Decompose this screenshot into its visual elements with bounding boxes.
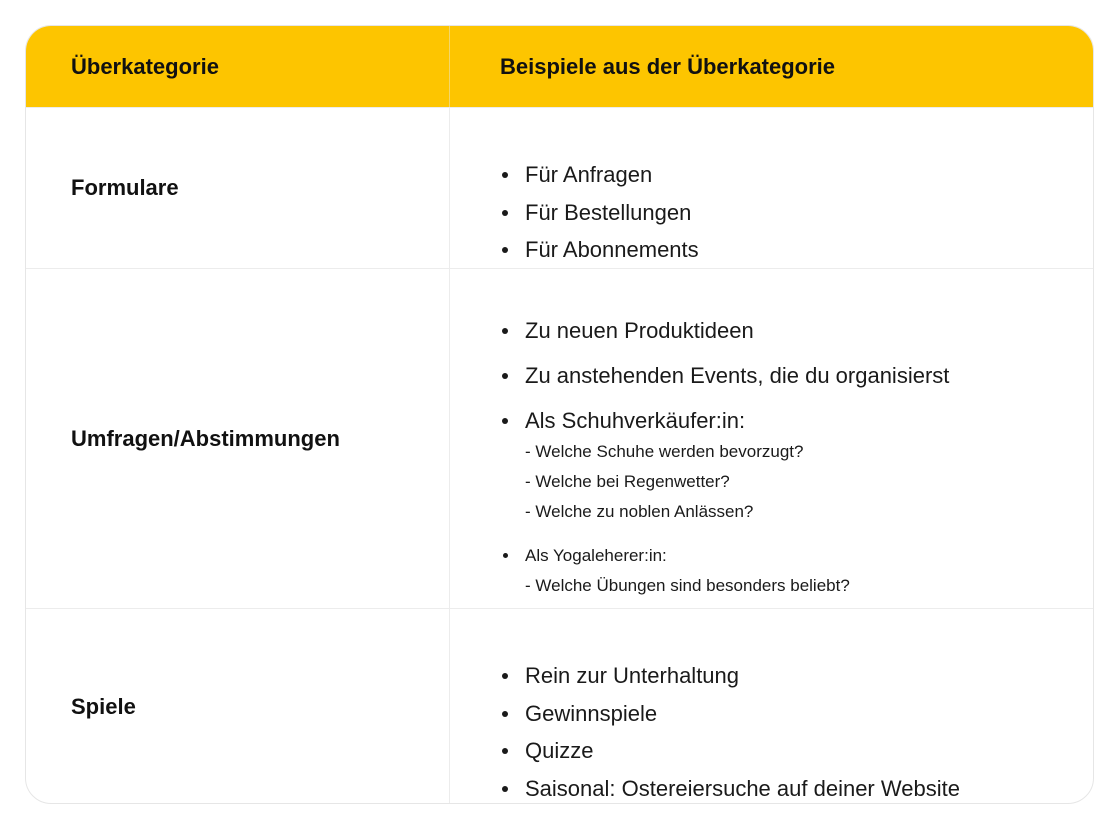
example-group <box>500 405 1073 527</box>
table-row <box>26 107 1093 268</box>
list-item: Als Yogaleherer:in: <box>500 541 1073 571</box>
category-cell: Formulare <box>71 175 179 200</box>
examples-cell <box>500 657 1073 804</box>
list-item: Gewinnspiele <box>500 695 1073 733</box>
sub-list <box>500 571 1073 601</box>
list-item: Für Abonnements <box>500 231 1073 269</box>
list-item: Zu anstehenden Events, die du organisierst <box>500 360 1073 392</box>
table-row <box>26 608 1093 804</box>
sub-list-item: - Welche Übungen sind besonders beliebt? <box>525 576 850 595</box>
list-item: Für Bestellungen <box>500 194 1073 232</box>
sub-list-item: - Welche Schuhe werden bevorzugt? <box>525 442 804 461</box>
list-item: Zu neuen Produktideen <box>500 315 1073 347</box>
sub-list-item: - Welche bei Regenwetter? <box>525 472 730 491</box>
table-header-row <box>26 26 1093 107</box>
sub-list-item: - Welche zu noblen Anlässen? <box>525 502 754 521</box>
column-divider <box>449 609 450 804</box>
header-category: Überkategorie <box>71 53 219 79</box>
column-divider <box>449 108 450 268</box>
category-table <box>25 25 1094 804</box>
list-item: Saisonal: Ostereiersuche auf deiner Website <box>500 770 1073 805</box>
sub-list <box>500 437 1073 527</box>
column-divider <box>449 26 450 107</box>
list-item: Quizze <box>500 732 1073 770</box>
list-item: Für Anfragen <box>500 156 1073 194</box>
category-cell: Spiele <box>71 694 136 719</box>
list-item: Als Schuhverkäufer:in: <box>500 405 1073 437</box>
examples-cell <box>500 156 1073 269</box>
column-divider <box>449 269 450 608</box>
category-cell: Umfragen/Abstimmungen <box>71 425 340 451</box>
examples-cell <box>500 315 1073 615</box>
header-examples: Beispiele aus der Überkategorie <box>500 53 836 79</box>
list-item: Rein zur Unterhaltung <box>500 657 1073 695</box>
example-group <box>500 541 1073 601</box>
table-row <box>26 268 1093 608</box>
